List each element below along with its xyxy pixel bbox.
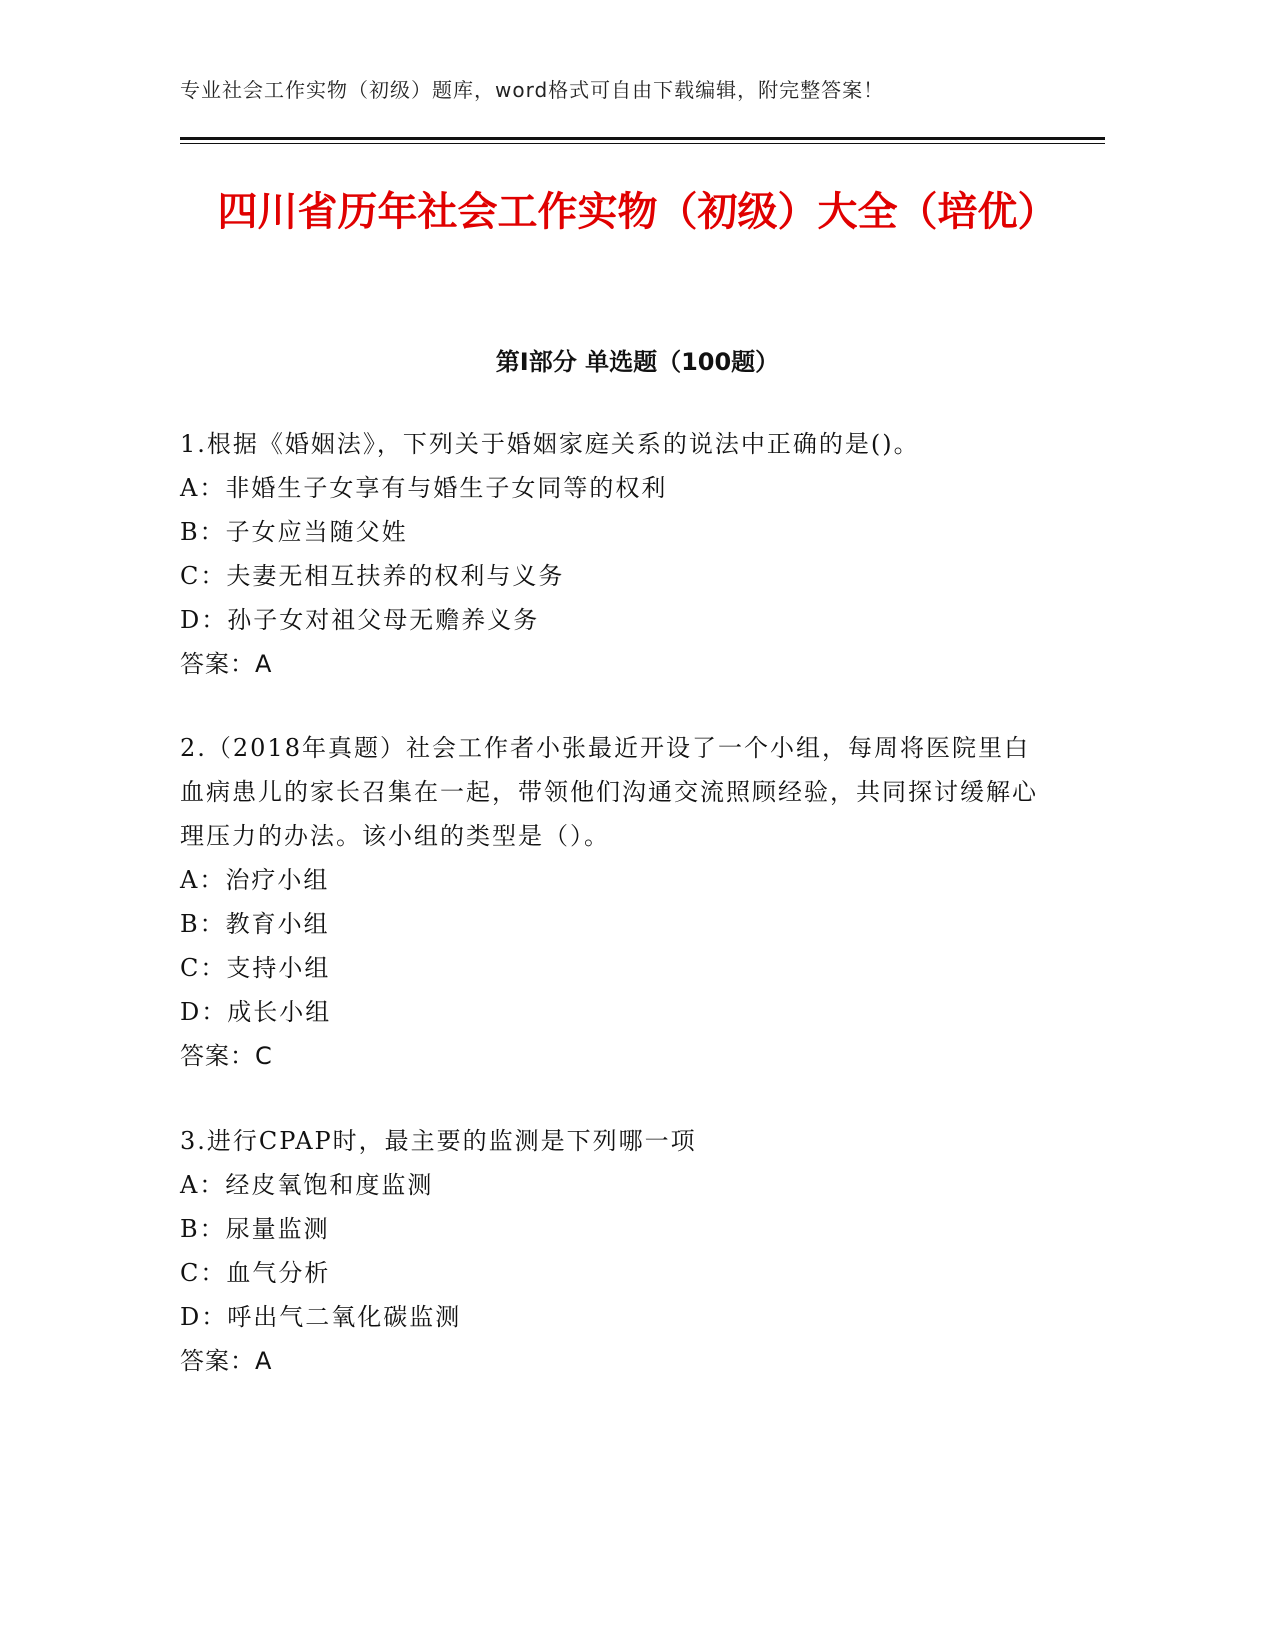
option-a: A：非婚生子女享有与婚生子女同等的权利 bbox=[180, 474, 668, 502]
page-header-text: 专业社会工作实物（初级）题库，word格式可自由下载编辑，附完整答案！ bbox=[180, 78, 885, 102]
question-block-3 bbox=[180, 1119, 1040, 1383]
question-block-1 bbox=[180, 422, 1040, 686]
option-c: C：夫妻无相互扶养的权利与义务 bbox=[180, 562, 565, 590]
option-d: D：孙子女对祖父母无赡养义务 bbox=[180, 606, 540, 634]
question-stem: 3.进行CPAP时，最主要的监测是下列哪一项 bbox=[180, 1127, 697, 1155]
option-b: B：教育小组 bbox=[180, 910, 330, 938]
option-a: A：经皮氧饱和度监测 bbox=[180, 1171, 434, 1199]
section-title: 第Ⅰ部分 单选题（100题） bbox=[495, 348, 780, 376]
document-title: 四川省历年社会工作实物（初级）大全（培优） bbox=[217, 189, 1058, 235]
option-a: A：治疗小组 bbox=[180, 866, 330, 894]
header-rule-thick bbox=[180, 137, 1105, 140]
option-b: B：尿量监测 bbox=[180, 1215, 330, 1243]
answer-line: 答案：A bbox=[180, 650, 273, 678]
option-d: D：呼出气二氧化碳监测 bbox=[180, 1303, 462, 1331]
option-b: B：子女应当随父姓 bbox=[180, 518, 408, 546]
answer-line: 答案：A bbox=[180, 1347, 273, 1375]
header-rule-thin bbox=[180, 143, 1105, 144]
option-d: D：成长小组 bbox=[180, 998, 332, 1026]
question-stem: 2.（2018年真题）社会工作者小张最近开设了一个小组，每周将医院里白血病患儿的家长召集在一起，带领他们沟通交流照顾经验，共同探讨缓解心理压力的办法。该小组的类型是（）。 bbox=[180, 734, 1038, 850]
option-c: C：血气分析 bbox=[180, 1259, 331, 1287]
question-stem: 1.根据《婚姻法》，下列关于婚姻家庭关系的说法中正确的是()。 bbox=[180, 430, 920, 458]
option-c: C：支持小组 bbox=[180, 954, 331, 982]
answer-line: 答案：C bbox=[180, 1042, 273, 1070]
question-block-2 bbox=[180, 726, 1040, 1078]
